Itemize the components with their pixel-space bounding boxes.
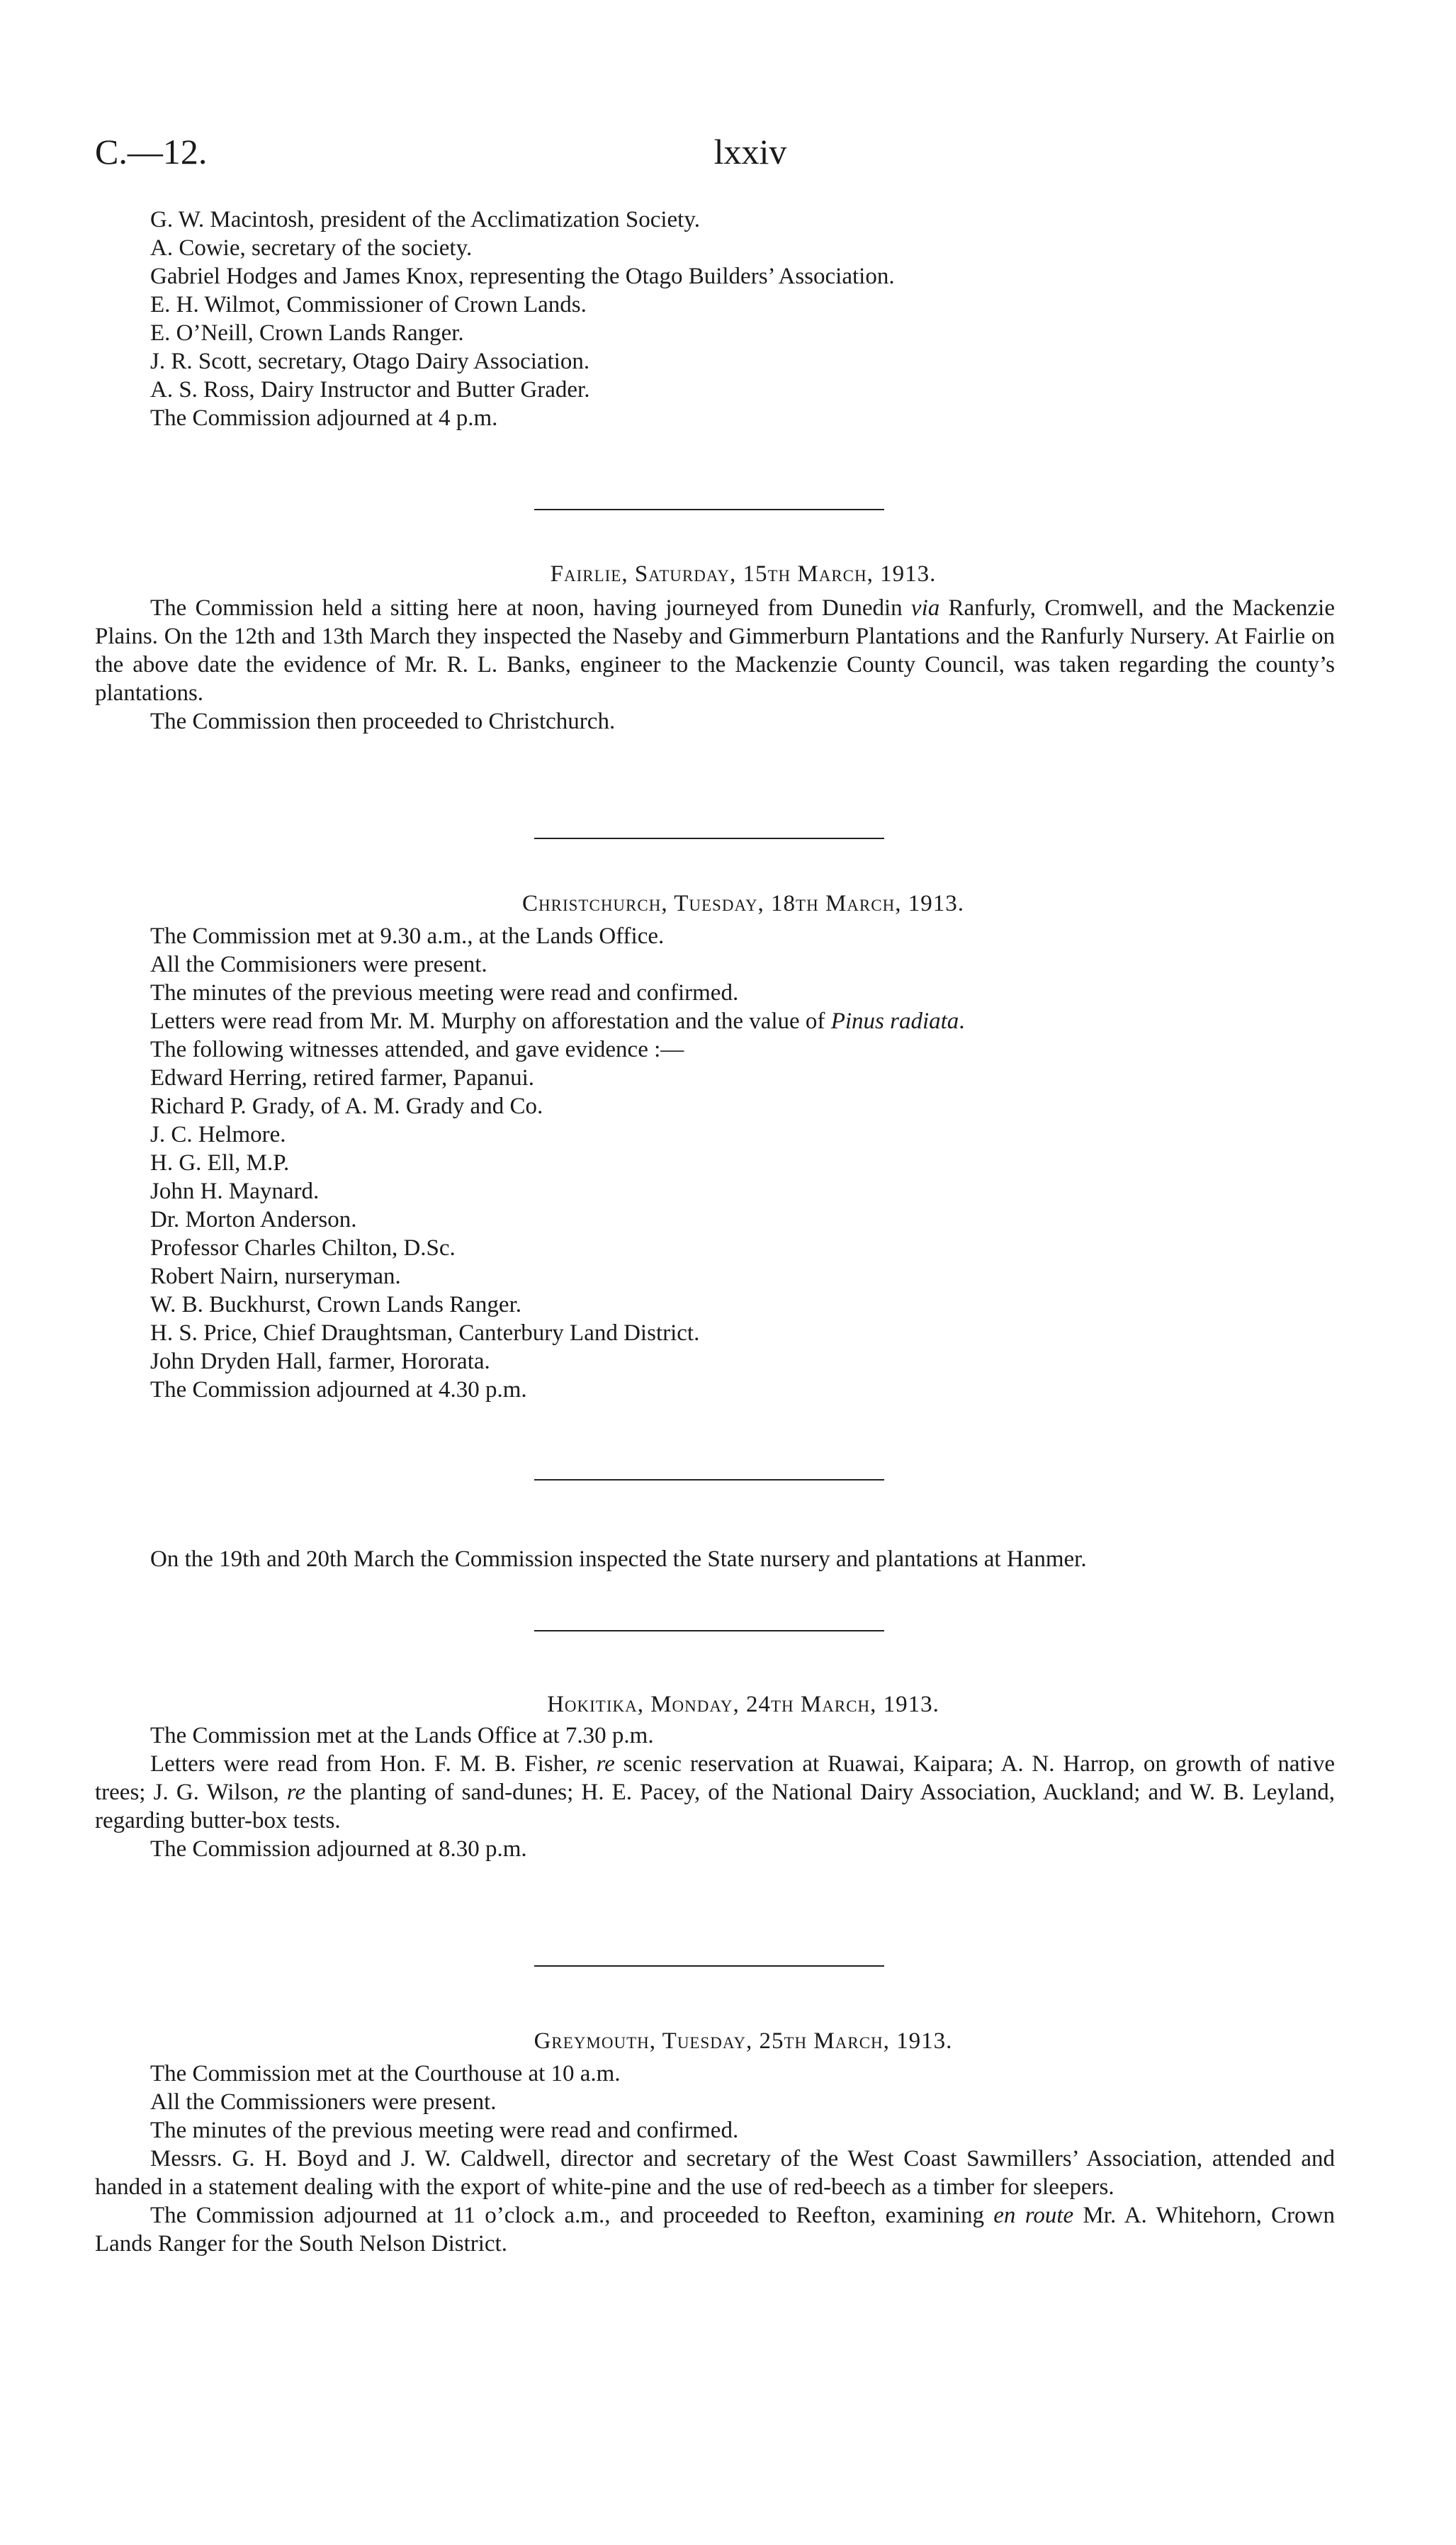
witness-item: John Dryden Hall, farmer, Hororata. xyxy=(150,1349,490,1374)
list-item: The Commission met at the Courthouse at 10 a.m. xyxy=(150,2061,621,2086)
list-item: E. O’Neill, Crown Lands Ranger. xyxy=(150,320,464,346)
list-item: The Commission adjourned at 4 p.m. xyxy=(150,405,498,431)
section-divider xyxy=(534,838,884,839)
list-item: All the Commisioners were present. xyxy=(150,952,487,977)
text-run: the planting of sand-dunes; H. E. Pacey, of the National Dairy Association, Auckland; and W. B. Leyland, regarding butter-box tests. xyxy=(95,1780,1335,1833)
section-divider xyxy=(534,1479,884,1481)
list-item: The Commission adjourned at 4.30 p.m. xyxy=(150,1377,527,1403)
text-run: Mr. A. Whitehorn, Crown Lands Ranger for the South Nelson District. xyxy=(95,2203,1335,2257)
italic-text: re xyxy=(286,1780,306,1805)
paragraph xyxy=(95,1750,1335,1835)
list-item: A. S. Ross, Dairy Instructor and Butter Grader. xyxy=(150,377,590,403)
witness-item: J. C. Helmore. xyxy=(150,1122,286,1147)
section-divider xyxy=(534,1965,884,1967)
list-item: The minutes of the previous meeting were read and confirmed. xyxy=(150,2118,739,2143)
list-item: E. H. Wilmot, Commissioner of Crown Lands. xyxy=(150,292,587,318)
text-run: Letters were read from Hon. F. M. B. Fisher, xyxy=(150,1751,597,1777)
list-item: The Commission met at 9.30 a.m., at the Lands Office. xyxy=(150,923,665,949)
witness-item: John H. Maynard. xyxy=(150,1179,320,1204)
list-item: The following witnesses attended, and gave evidence :— xyxy=(150,1037,684,1062)
list-item: A. Cowie, secretary of the society. xyxy=(150,235,473,261)
page-header xyxy=(95,131,1335,181)
document-reference: C.—12. xyxy=(95,132,208,172)
witness-item: Dr. Morton Anderson. xyxy=(150,1207,357,1232)
section-heading: Hokitika, Monday, 24th March, 1913. xyxy=(547,1692,939,1717)
section-hokitika xyxy=(95,1690,1335,1863)
witness-item: Robert Nairn, nurseryman. xyxy=(150,1264,401,1289)
intro-witness-list xyxy=(95,206,1335,432)
list-item: Gabriel Hodges and James Knox, representing the Otago Builders’ Association. xyxy=(150,264,895,289)
italic-text: en route xyxy=(993,2203,1074,2228)
witness-item: Edward Herring, retired farmer, Papanui. xyxy=(150,1065,535,1091)
section-divider xyxy=(534,1630,884,1631)
list-item: All the Commissioners were present. xyxy=(150,2089,497,2115)
text-run: scenic reservation at Ruawai, Kaipara; A. N. Harrop, on growth of native trees; J. G. Wilson, xyxy=(95,1751,1335,1805)
list-item: The Commission adjourned at 8.30 p.m. xyxy=(150,1836,527,1862)
text-run: Ranfurly, Cromwell, and the Mackenzie Plains. On the 12th and 13th March they inspected the Naseby and Gimmerburn Plantations and the Ranfurly Nursery. At Fairlie on the above date the evidence of Mr. R. L. Banks, engineer to the Mackenzie County Council, was taken regarding the county’s plantations. xyxy=(95,595,1336,706)
italic-text: re xyxy=(596,1751,615,1777)
witness-item: H. G. Ell, M.P. xyxy=(150,1150,290,1176)
paragraph: The Commission then proceeded to Christchurch. xyxy=(150,709,616,734)
page-number: lxxiv xyxy=(713,132,787,172)
section-heading: Greymouth, Tuesday, 25th March, 1913. xyxy=(534,2028,953,2054)
section-christchurch xyxy=(95,889,1335,1404)
section-greymouth xyxy=(95,2027,1335,2258)
paragraph xyxy=(95,2201,1335,2258)
section-fairlie xyxy=(95,560,1335,736)
list-item: The minutes of the previous meeting were read and confirmed. xyxy=(150,980,739,1006)
paragraph: On the 19th and 20th March the Commission inspected the State nursery and plantations at Hanmer. xyxy=(150,1546,1087,1572)
witness-item: W. B. Buckhurst, Crown Lands Ranger. xyxy=(150,1292,521,1318)
list-item: J. R. Scott, secretary, Otago Dairy Association. xyxy=(150,349,590,374)
witness-item: Professor Charles Chilton, D.Sc. xyxy=(150,1235,456,1261)
witness-item: H. S. Price, Chief Draughtsman, Canterbury Land District. xyxy=(150,1320,700,1346)
text-run: . xyxy=(959,1009,965,1034)
section-hanmer xyxy=(95,1545,1335,1573)
witness-item: Richard P. Grady, of A. M. Grady and Co. xyxy=(150,1094,543,1119)
list-item: G. W. Macintosh, president of the Acclimatization Society. xyxy=(150,207,700,232)
list-item: The Commission met at the Lands Office at 7.30 p.m. xyxy=(150,1723,654,1748)
text-run: The Commission adjourned at 11 o’clock a.m., and proceeded to Reefton, examining xyxy=(150,2203,994,2228)
paragraph: Messrs. G. H. Boyd and J. W. Caldwell, director and secretary of the West Coast Sawmillers’ Association, attended and handed in a statement dealing with the export of white-pine and the use of red-beech as a timber for sleepers. xyxy=(95,2146,1335,2200)
paragraph xyxy=(95,594,1335,707)
section-divider xyxy=(534,509,884,510)
italic-text: via xyxy=(910,595,940,621)
italic-text: Pinus radiata xyxy=(830,1009,959,1034)
section-heading: Fairlie, Saturday, 15th March, 1913. xyxy=(550,561,937,587)
text-run: The Commission held a sitting here at noon, having journeyed from Dunedin xyxy=(150,595,911,621)
text-run: Letters were read from Mr. M. Murphy on afforestation and the value of xyxy=(150,1009,831,1034)
section-heading: Christchurch, Tuesday, 18th March, 1913. xyxy=(522,891,964,916)
list-item xyxy=(95,1007,1335,1035)
